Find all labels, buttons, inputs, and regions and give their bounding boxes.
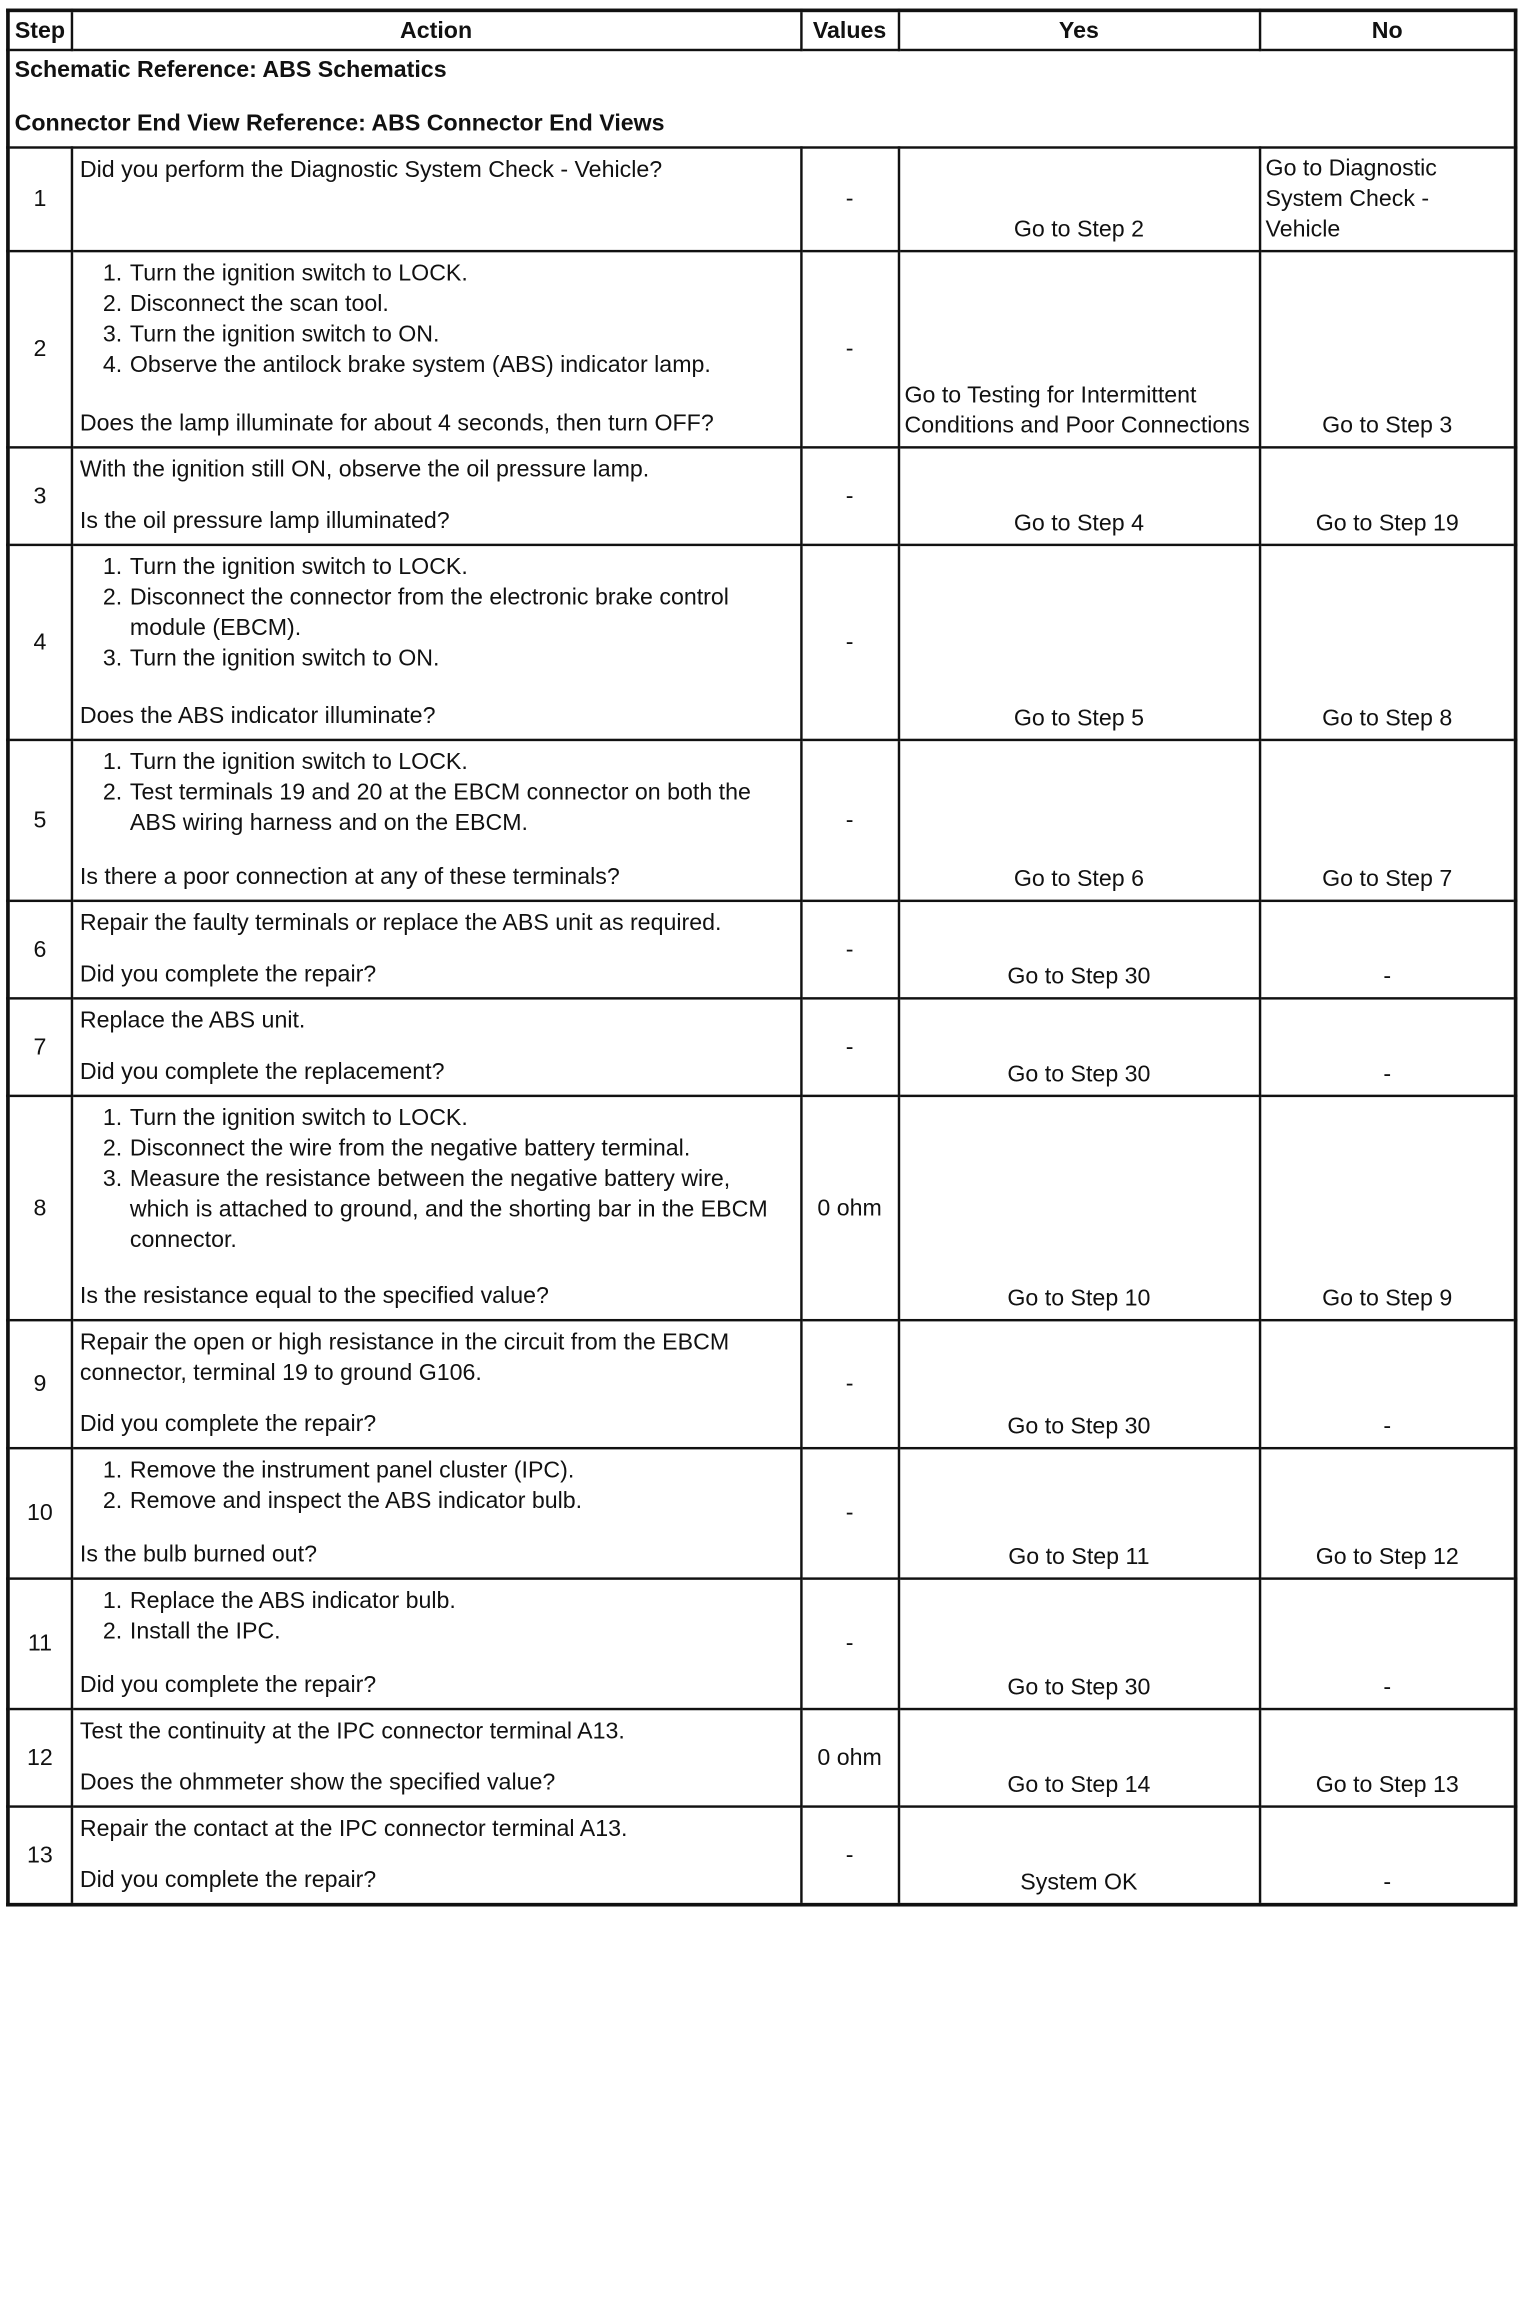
values-cell: - (801, 545, 899, 740)
step-number: 5 (8, 740, 71, 901)
yes-cell: Go to Step 6 (898, 740, 1259, 901)
action-question: Is there a poor connection at any of these terminals? (79, 864, 620, 890)
step-number: 1 (8, 147, 71, 251)
action-question: Did you complete the repair? (79, 1411, 377, 1438)
step-row (8, 1709, 1516, 1807)
values-cell: 0 ohm (801, 1709, 899, 1807)
action-instruction: Did you perform the Diagnostic System Check - Vehicle? (79, 157, 663, 183)
no-cell: - (1259, 998, 1515, 1096)
action-step-item: 2. Disconnect the wire from the negative battery terminal. (129, 1134, 793, 1164)
action-question: Did you complete the repair? (79, 1672, 377, 1699)
values-cell: - (801, 147, 899, 251)
action-step-item: 1. Replace the ABS indicator bulb. (129, 1586, 793, 1616)
no-cell: Go to Step 7 (1259, 740, 1515, 901)
step-number: 13 (8, 1807, 71, 1905)
connector-reference: Connector End View Reference: ABS Connector End Views (14, 110, 665, 137)
values-cell: - (801, 740, 899, 901)
action-cell (71, 1579, 800, 1709)
header-row (8, 10, 1516, 50)
no-cell: Go to Step 3 (1259, 251, 1515, 447)
yes-cell: Go to Testing for Intermittent Conditions and Poor Connections (898, 251, 1259, 447)
action-question: Is the oil pressure lamp illuminated? (79, 508, 450, 534)
action-instruction: Replace the ABS unit. (79, 1008, 306, 1034)
action-cell (71, 1709, 800, 1807)
action-instruction: Repair the contact at the IPC connector terminal A13. (79, 1816, 628, 1842)
step-number: 7 (8, 998, 71, 1096)
values-cell: - (801, 251, 899, 447)
header-values: Values (801, 10, 899, 50)
action-cell (71, 740, 800, 901)
step-number: 10 (8, 1448, 71, 1578)
action-steps-list (80, 747, 792, 838)
values-cell: - (801, 901, 899, 999)
yes-cell: Go to Step 5 (898, 545, 1259, 740)
reference-row (8, 50, 1516, 148)
step-number: 4 (8, 545, 71, 740)
action-cell (71, 251, 800, 447)
header-step: Step (8, 10, 71, 50)
action-step-item: 2. Install the IPC. (129, 1616, 793, 1646)
action-step-item: 3. Turn the ignition switch to ON. (129, 644, 793, 674)
action-step-item: 1. Turn the ignition switch to LOCK. (129, 747, 793, 777)
step-row (8, 1448, 1516, 1578)
header-yes: Yes (898, 10, 1259, 50)
schematic-reference: Schematic Reference: ABS Schematics (14, 57, 447, 83)
step-number: 8 (8, 1096, 71, 1320)
step-row (8, 740, 1516, 901)
yes-cell: Go to Step 10 (898, 1096, 1259, 1320)
step-number: 3 (8, 447, 71, 545)
action-cell (71, 447, 800, 545)
action-step-item: 2. Disconnect the connector from the electronic brake control module (EBCM). (129, 583, 793, 644)
step-number: 2 (8, 251, 71, 447)
no-cell: - (1259, 1320, 1515, 1448)
action-step-item: 4. Observe the antilock brake system (ABS) indicator lamp. (129, 350, 793, 380)
header-action: Action (71, 10, 800, 50)
values-cell: - (801, 1320, 899, 1448)
step-row (8, 1320, 1516, 1448)
action-steps-list (80, 1455, 792, 1516)
action-instruction: Repair the faulty terminals or replace the ABS unit as required. (79, 910, 722, 937)
no-cell: Go to Step 19 (1259, 447, 1515, 545)
action-steps-list (80, 1103, 792, 1255)
step-row (8, 447, 1516, 545)
action-instruction: Repair the open or high resistance in the circuit from the EBCM connector, terminal 19 to ground G106. (79, 1329, 730, 1387)
no-cell: - (1259, 1579, 1515, 1709)
action-cell (71, 998, 800, 1096)
action-steps-list (80, 1586, 792, 1647)
action-step-item: 1. Turn the ignition switch to LOCK. (129, 552, 793, 582)
step-row (8, 901, 1516, 999)
no-cell: Go to Step 12 (1259, 1448, 1515, 1578)
action-step-item: 1. Turn the ignition switch to LOCK. (129, 258, 793, 288)
action-question: Is the bulb burned out? (79, 1542, 317, 1568)
diagnostic-table (6, 9, 1517, 1907)
step-row (8, 545, 1516, 740)
reference-cell (8, 50, 1516, 148)
action-cell (71, 147, 800, 251)
values-cell: - (801, 1448, 899, 1578)
action-step-item: 1. Turn the ignition switch to LOCK. (129, 1103, 793, 1133)
yes-cell: Go to Step 2 (898, 147, 1259, 251)
action-question: Did you complete the repair? (79, 961, 377, 988)
step-row (8, 251, 1516, 447)
no-cell: - (1259, 901, 1515, 999)
step-row (8, 1807, 1516, 1905)
action-question: Does the ABS indicator illuminate? (79, 703, 436, 729)
values-cell: - (801, 998, 899, 1096)
action-step-item: 3. Turn the ignition switch to ON. (129, 319, 793, 349)
action-question: Does the ohmmeter show the specified value? (79, 1769, 556, 1796)
step-number: 12 (8, 1709, 71, 1807)
values-cell: - (801, 1807, 899, 1905)
yes-cell: Go to Step 4 (898, 447, 1259, 545)
action-step-item: 2. Test terminals 19 and 20 at the EBCM connector on both the ABS wiring harness and on the EBCM. (129, 778, 793, 839)
action-step-item: 1. Remove the instrument panel cluster (IPC). (129, 1455, 793, 1485)
action-cell (71, 1807, 800, 1905)
action-question: Does the lamp illuminate for about 4 seconds, then turn OFF? (79, 410, 714, 437)
no-cell: Go to Step 9 (1259, 1096, 1515, 1320)
action-cell (71, 901, 800, 999)
no-cell: Go to Step 8 (1259, 545, 1515, 740)
action-cell (71, 1096, 800, 1320)
step-number: 6 (8, 901, 71, 999)
action-cell (71, 545, 800, 740)
yes-cell: Go to Step 30 (898, 901, 1259, 999)
yes-cell: Go to Step 14 (898, 1709, 1259, 1807)
step-row (8, 1096, 1516, 1320)
action-step-item: 3. Measure the resistance between the negative battery wire, which is attached to ground, and the shorting bar in the EBCM connector. (129, 1164, 793, 1255)
no-cell: Go to Step 13 (1259, 1709, 1515, 1807)
action-instruction: Test the continuity at the IPC connector terminal A13. (79, 1718, 625, 1745)
action-question: Is the resistance equal to the specified value? (79, 1283, 549, 1310)
action-step-item: 2. Disconnect the scan tool. (129, 289, 793, 319)
yes-cell: Go to Step 11 (898, 1448, 1259, 1578)
action-steps-list (80, 552, 792, 674)
no-cell: - (1259, 1807, 1515, 1905)
step-number: 9 (8, 1320, 71, 1448)
step-row (8, 998, 1516, 1096)
yes-cell: System OK (898, 1807, 1259, 1905)
values-cell: 0 ohm (801, 1096, 899, 1320)
values-cell: - (801, 1579, 899, 1709)
action-step-item: 2. Remove and inspect the ABS indicator bulb. (129, 1486, 793, 1516)
step-row (8, 1579, 1516, 1709)
action-steps-list (80, 258, 792, 380)
step-row (8, 147, 1516, 251)
yes-cell: Go to Step 30 (898, 998, 1259, 1096)
step-number: 11 (8, 1579, 71, 1709)
action-question: Did you complete the repair? (79, 1867, 377, 1894)
yes-cell: Go to Step 30 (898, 1579, 1259, 1709)
header-no: No (1259, 10, 1515, 50)
yes-cell: Go to Step 30 (898, 1320, 1259, 1448)
action-cell (71, 1448, 800, 1578)
action-question: Did you complete the replacement? (79, 1059, 445, 1085)
no-cell: Go to Diagnostic System Check - Vehicle (1259, 147, 1515, 251)
values-cell: - (801, 447, 899, 545)
action-instruction: With the ignition still ON, observe the oil pressure lamp. (79, 457, 650, 483)
action-cell (71, 1320, 800, 1448)
